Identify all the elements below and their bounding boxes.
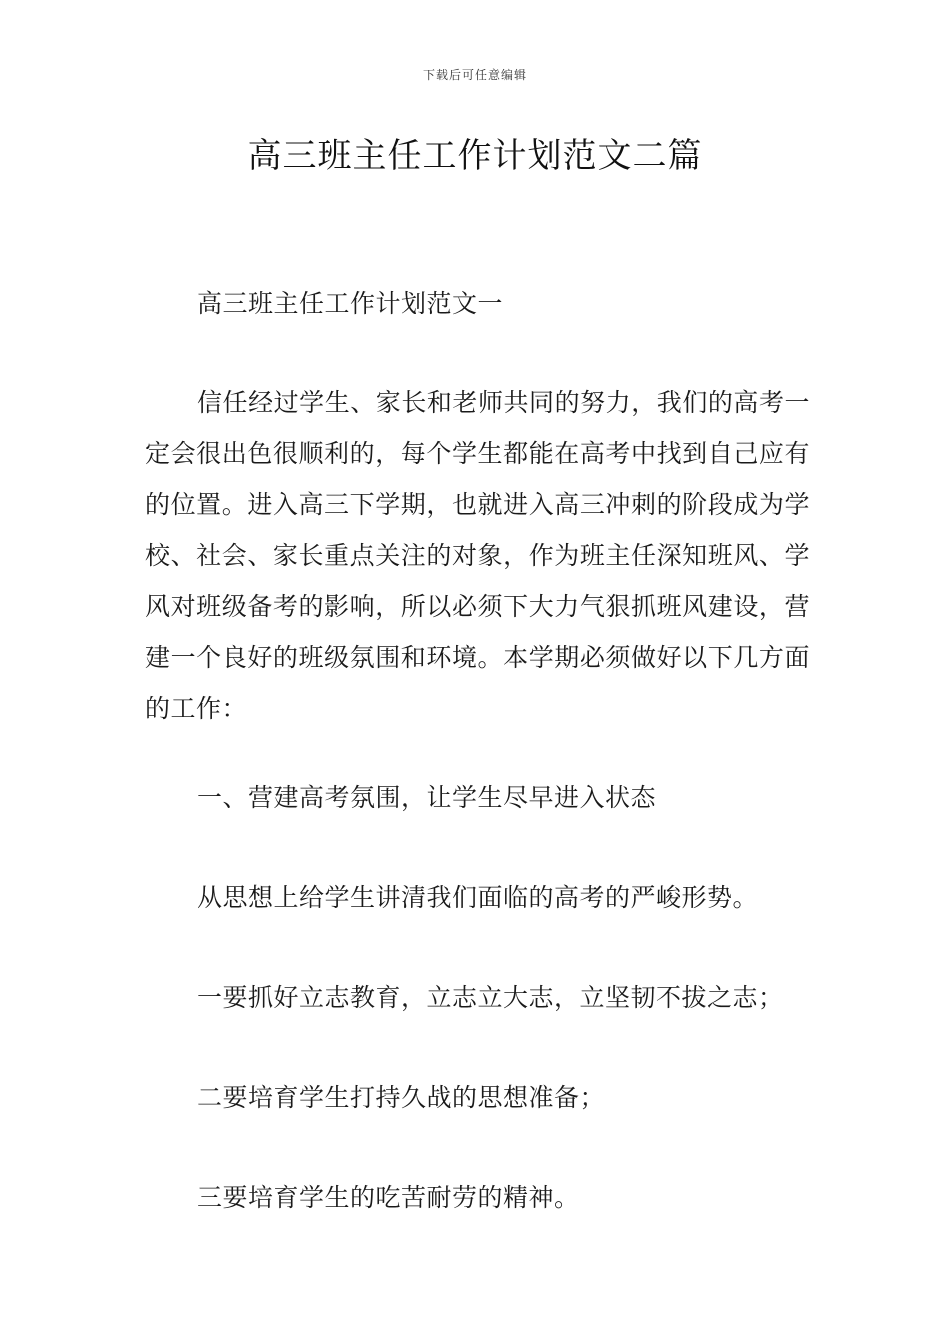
header-note: 下载后可任意编辑 [422,68,527,82]
document-title: 高三班主任工作计划范文二篇 [247,136,703,176]
article-subtitle: 高三班主任工作计划范文一 [197,289,504,318]
intro-paragraph: 信任经过学生、家长和老师共同的努力，我们的高考一定会很出色很顺利的，每个学生都能在高考中找到自己应有的位置。进入高三下学期，也就进入高三冲刺的阶段成为学校、社会、家长重点关注的对象，作为班主任深知班风、学风对班级备考的影响，所以必须下大力气狠抓班风建设，营建一个良好的班级氛围和环境。本学期必须做好以下几方面的工作： [145,388,810,723]
section-heading: 一、营建高考氛围，让学生尽早进入状态 [197,783,657,812]
paragraph-line: 从思想上给学生讲清我们面临的高考的严峻形势。 [197,883,759,912]
paragraph-line: 二要培育学生打持久战的思想准备； [197,1083,606,1112]
paragraph-line: 三要培育学生的吃苦耐劳的精神。 [197,1183,580,1212]
paragraph-line: 一要抓好立志教育，立志立大志，立坚韧不拔之志； [197,983,784,1012]
